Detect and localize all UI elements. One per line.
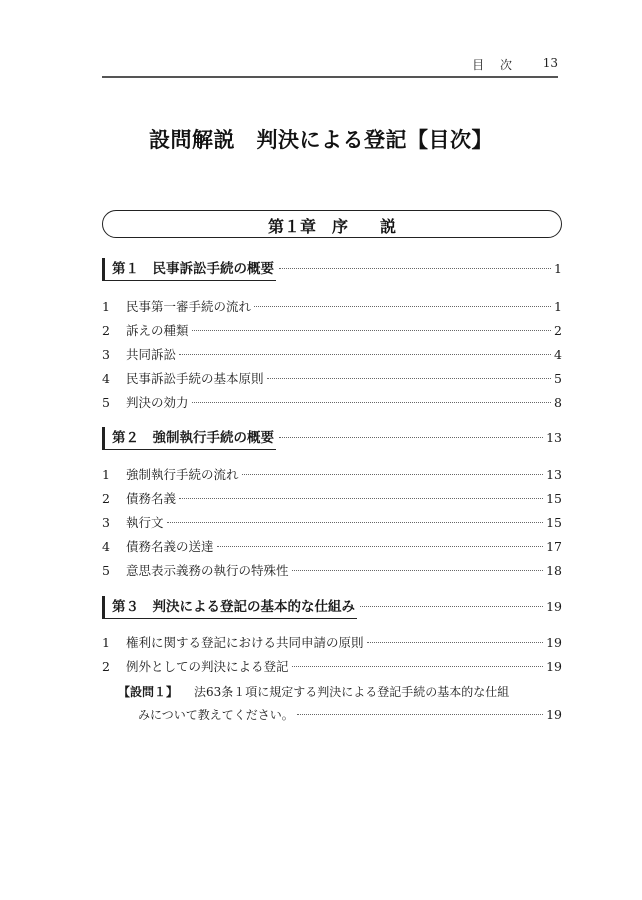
toc-item[interactable] [102,464,562,486]
leader-dots [192,402,552,403]
item-label: 訴えの種類 [126,323,189,338]
leader-dots [297,714,543,715]
toc-item[interactable] [102,368,562,390]
question-text-line1: 法63条１項に規定する判決による登記手続の基本的な仕組 [194,685,510,699]
item-number: 4 [102,371,110,386]
leader-dots [242,474,544,475]
item-page: 15 [546,515,562,530]
leader-dots [267,378,552,379]
section-page: 1 [554,261,562,276]
leader-dots [179,498,543,499]
toc-item[interactable] [102,392,562,414]
item-label: 民事訴訟手続の基本原則 [126,371,264,386]
running-header [102,56,558,74]
item-number: 2 [102,491,110,506]
section-title: 第３ 判決による登記の基本的な仕組み [102,596,357,619]
item-number: 3 [102,515,110,530]
item-number: 4 [102,539,110,554]
item-page: 18 [546,563,562,578]
item-page: 19 [546,635,562,650]
chapter-heading: 第１章 序 説 [267,217,396,236]
leader-dots [179,354,551,355]
question-label: 【設問１】 [118,685,179,699]
item-number: 2 [102,659,110,674]
question-page: 19 [546,707,562,722]
item-page: 2 [554,323,562,338]
toc-section-2[interactable] [102,427,562,449]
toc-item[interactable] [102,536,562,558]
toc-item[interactable] [102,632,562,654]
leader-dots [292,666,544,667]
item-page: 15 [546,491,562,506]
item-page: 8 [554,395,562,410]
header-rule [102,76,558,78]
toc-item[interactable] [102,320,562,342]
leader-dots [292,570,544,571]
toc-item[interactable] [102,344,562,366]
item-number: 5 [102,563,110,578]
item-label: 例外としての判決による登記 [126,659,289,674]
item-number: 1 [102,299,110,314]
leader-dots [254,306,551,307]
header-label: 目 次 [472,58,518,72]
toc-item[interactable] [102,488,562,510]
item-page: 19 [546,659,562,674]
toc-item[interactable] [102,296,562,318]
item-number: 5 [102,395,110,410]
leader-dots [279,268,551,269]
item-label: 債務名義 [126,491,177,506]
chapter-heading-box [102,210,562,238]
page-title: 設問解説 判決による登記【目次】 [149,128,493,152]
item-number: 3 [102,347,110,362]
leader-dots [360,606,543,607]
toc-item[interactable] [102,560,562,582]
section-title: 第２ 強制執行手続の概要 [102,427,276,450]
header-page-number: 13 [542,56,558,70]
item-label: 判決の効力 [126,395,189,410]
leader-dots [167,522,544,523]
item-number: 2 [102,323,110,338]
leader-dots [279,437,543,438]
item-page: 1 [554,299,562,314]
leader-dots [367,642,544,643]
item-label: 意思表示義務の執行の特殊性 [126,563,289,578]
item-number: 1 [102,467,110,482]
item-label: 債務名義の送達 [126,539,214,554]
item-page: 13 [546,467,562,482]
item-label: 強制執行手続の流れ [126,467,239,482]
section-page: 13 [546,430,562,445]
question-text-line2: みについて教えてください。 [138,708,294,722]
item-number: 1 [102,635,110,650]
item-label: 執行文 [126,515,164,530]
toc-item[interactable] [102,656,562,678]
toc-section-3[interactable] [102,596,562,618]
item-page: 5 [554,371,562,386]
section-page: 19 [546,599,562,614]
item-page: 17 [546,539,562,554]
item-label: 民事第一審手続の流れ [126,299,252,314]
item-label: 共同訴訟 [126,347,177,362]
question-entry[interactable] [118,681,562,703]
item-label: 権利に関する登記における共同申請の原則 [126,635,364,650]
section-title: 第１ 民事訴訟手続の概要 [102,258,276,281]
leader-dots [217,546,544,547]
toc-item[interactable] [102,512,562,534]
item-page: 4 [554,347,562,362]
leader-dots [192,330,552,331]
toc-section-1[interactable] [102,258,562,280]
question-entry-continued[interactable] [138,704,562,726]
